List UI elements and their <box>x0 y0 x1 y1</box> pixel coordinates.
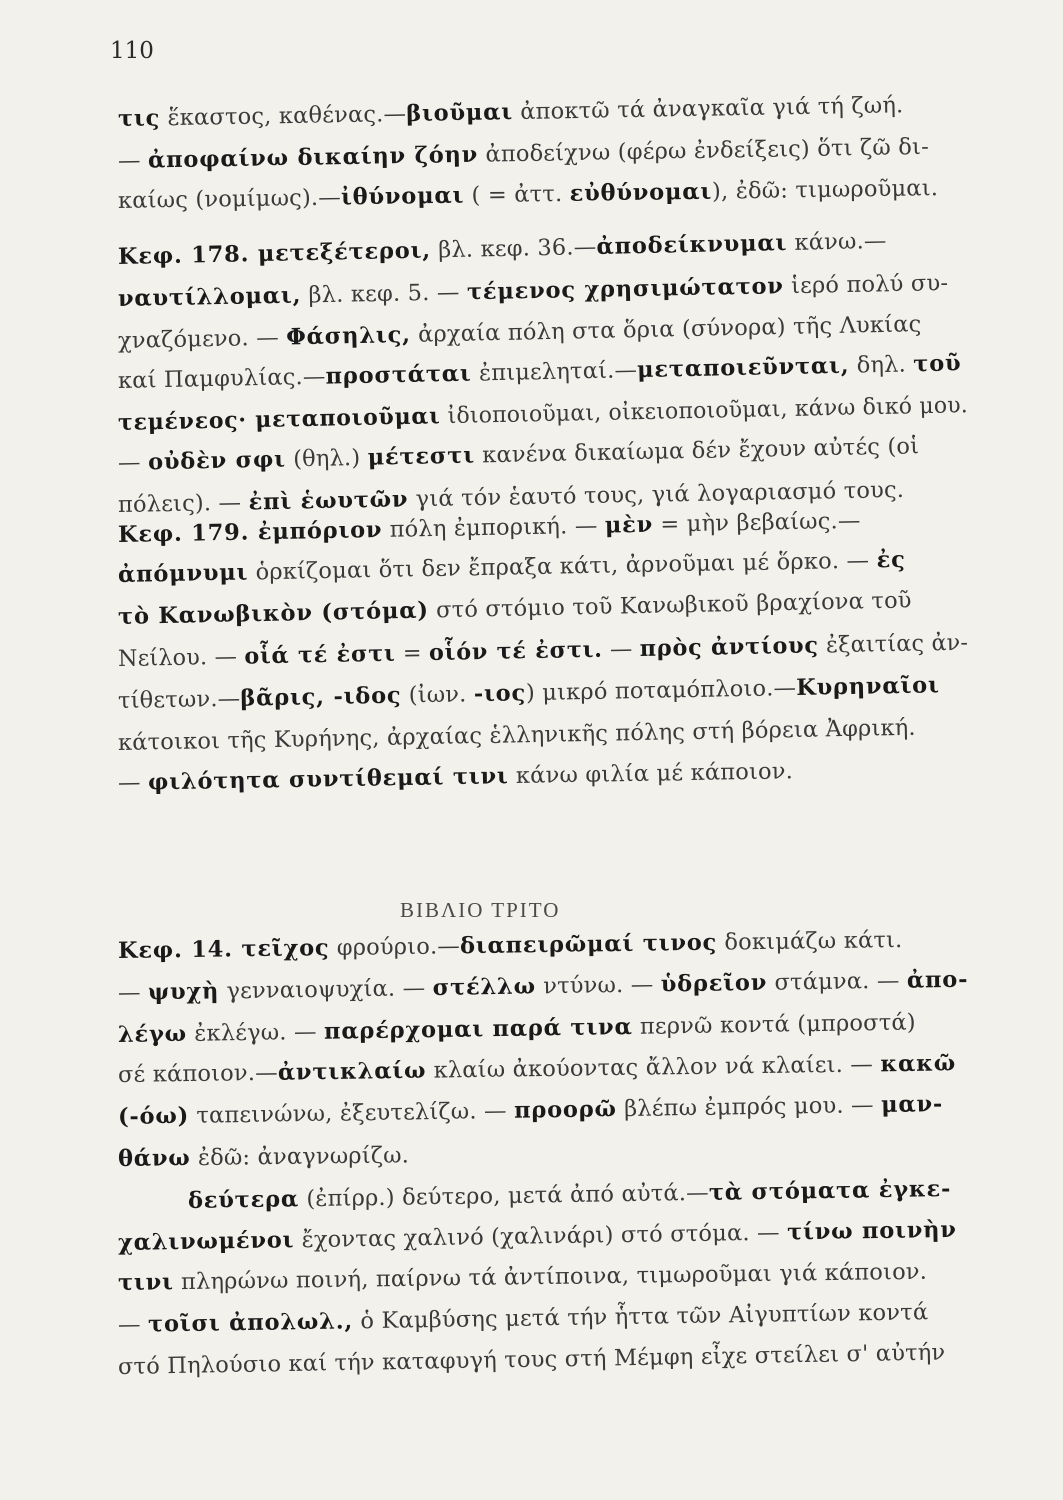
entry-term: ἀποφαίνω δικαίην ζόην <box>147 141 479 174</box>
entry-gloss: ἐκλέγω. — <box>186 1018 325 1047</box>
section2-line <box>118 312 968 352</box>
entry-gloss: στό στόμιο τοῦ Κανωβικοῦ βραχίονα τοῦ <box>428 587 912 624</box>
entry-term: βᾶρις, -ιδος <box>240 682 402 712</box>
entry-term: προορῶ <box>513 1096 617 1124</box>
entry-term: ἀπο- <box>906 966 969 994</box>
entry-gloss: (ἰων. <box>401 681 475 709</box>
entry-gloss: κάνω.— <box>786 227 887 256</box>
entry-term: Κυρηναῖοι <box>795 672 940 701</box>
entry-term: στέλλω <box>432 973 537 1002</box>
entry-gloss: περνῶ κοντά (μπροστά) <box>632 1009 916 1040</box>
entry-term: διαπειρῶμαί τινος <box>459 929 718 960</box>
entry-gloss: ) μικρό ποταμόπλοιο.— <box>525 674 797 707</box>
section4-line <box>118 928 968 962</box>
entry-term: Κεφ. 178. μετεξέτεροι, <box>117 237 432 270</box>
section4-line <box>118 1138 968 1171</box>
entry-gloss: — <box>602 635 640 663</box>
entry-gloss: ἕκαστος, καθένας.— <box>159 100 407 132</box>
entry-gloss: = μὴν βεβαίως.— <box>652 507 861 538</box>
entry-gloss: ἐξαιτίας ἀν- <box>818 629 969 659</box>
section4-line <box>118 1093 968 1129</box>
section3-line <box>118 716 968 755</box>
entry-term: Κεφ. 14. τεῖχος <box>117 935 330 964</box>
entry-gloss: πόλεις). — <box>117 489 249 518</box>
entry-term: ἐς <box>876 546 906 574</box>
entry-term: Κεφ. 179. ἐμπόριον <box>117 516 383 548</box>
entry-term: τις <box>117 105 161 132</box>
entry-term: τὰ στόματα ἐγκε- <box>708 1176 952 1206</box>
entry-gloss: κάνω φιλία μέ κάποιον. <box>508 758 794 790</box>
entry-gloss: βλέπω ἐμπρός μου. — <box>616 1092 882 1123</box>
entry-term: τοῦ <box>913 350 962 378</box>
section3-line <box>118 548 968 587</box>
entry-gloss: — <box>117 147 149 174</box>
entry-gloss: κλαίω ἀκούοντας ἄλλον νά κλαίει. — <box>426 1051 881 1084</box>
page-number: 110 <box>110 38 154 64</box>
entry-term: ἰθύνομαι <box>340 182 465 211</box>
entry-gloss: κάτοικοι τῆς Κυρήνης, ἀρχαίας ἑλληνικῆς πόλης στή βόρεια Ἀφρική. <box>117 714 917 756</box>
entry-term: τοῖσι ἀπολωλ., <box>147 1308 354 1338</box>
entry-gloss: τίθετων.— <box>117 685 241 714</box>
section4-line <box>118 1011 968 1047</box>
entry-gloss: δοκιμάζω κάτι. <box>716 927 903 956</box>
entry-term: μὲν <box>604 511 654 539</box>
section2-line <box>118 272 968 311</box>
entry-term: τίνω ποινὴν <box>786 1216 957 1246</box>
entry-gloss: καίως (νομίμως).— <box>117 184 342 214</box>
section4-line <box>118 1052 968 1086</box>
entry-term: παρέρχομαι παρά τινα <box>323 1013 633 1045</box>
entry-term: τεμένεος· μεταποιοῦμαι <box>117 403 441 436</box>
entry-gloss: ( = ἀττ. <box>463 180 570 209</box>
entry-gloss: — <box>117 449 149 476</box>
entry-term: ἀποδείκνυμαι <box>596 229 788 260</box>
entry-term: οὐδὲν σφι <box>147 446 287 476</box>
entry-gloss: σέ κάποιον.— <box>117 1059 279 1088</box>
entry-gloss: ὁρκίζομαι ὅτι δεν ἔπραξα κάτι, ἀρνοῦμαι μέ ὅρκο. — <box>247 547 877 586</box>
entry-gloss: ἀποδείχνω (φέρω ἐνδείξεις) ὅτι ζῶ δι- <box>477 133 930 168</box>
entry-gloss: ἱερό πολύ συ- <box>783 270 949 300</box>
section1-line <box>118 135 968 172</box>
entry-gloss: δηλ. <box>849 351 914 379</box>
entry-gloss: πόλη ἐμπορική. — <box>382 512 606 543</box>
entry-term: λέγω <box>117 1020 188 1048</box>
entry-term: οἷόν τέ ἐστι. <box>428 636 603 667</box>
entry-term: βιοῦμαι <box>406 99 514 127</box>
entry-term: μεταποιεῦνται, <box>636 352 850 384</box>
entry-gloss: βλ. κεφ. 5. — <box>300 279 468 309</box>
entry-term: μέτεστι <box>367 442 476 471</box>
entry-term: φιλότητα συντίθεμαί τινι <box>147 763 509 796</box>
section4-line <box>118 1301 968 1337</box>
entry-term: χαλινωμένοι <box>117 1227 295 1256</box>
entry-gloss: πληρώνω ποινή, παίρνω τά ἀντίποινα, τιμωροῦμαι γιά κάποιον. <box>173 1258 928 1296</box>
section4-line <box>118 1341 968 1378</box>
entry-gloss: χναζόμενο. — <box>117 324 287 354</box>
entry-term: οἷά τέ ἐστι <box>244 640 396 670</box>
section3-line <box>118 588 968 628</box>
section2-line <box>118 352 968 392</box>
entry-term: τινι <box>117 1269 174 1296</box>
section4-line <box>118 1260 968 1294</box>
entry-term: (-όω) <box>117 1102 190 1130</box>
entry-gloss: ἰδιοποιοῦμαι, οἰκειοποιοῦμαι, κάνω δικό μου. <box>440 392 969 430</box>
section2-line <box>118 434 968 474</box>
entry-gloss: γενναιοψυχία. — <box>218 975 433 1005</box>
entry-term: ἀντικλαίω <box>277 1057 427 1086</box>
entry-gloss: Νείλου. — <box>117 643 245 672</box>
entry-term: ψυχὴ <box>147 978 220 1006</box>
entry-gloss: — <box>117 1311 149 1338</box>
entry-gloss: ἐδῶ: ἀναγνωρίζω. <box>190 1142 410 1172</box>
entry-gloss: ἀρχαία πόλη στα ὅρια (σύνορα) τῆς Λυκίας <box>410 311 922 348</box>
entry-term: ὑδρεῖον <box>660 969 768 998</box>
entry-gloss: καί Παμφυλίας.— <box>117 363 326 394</box>
book-heading: ΒΙΒΛΙΟ ΤΡΙΤΟ <box>400 898 561 922</box>
entry-gloss: φρούριο.— <box>329 933 461 962</box>
section1-line <box>118 177 968 213</box>
section2-line <box>118 228 968 268</box>
section2-line <box>117 392 969 436</box>
entry-gloss: (θηλ.) <box>285 444 368 473</box>
entry-gloss: ἔχοντας χαλινό (χαλινάρι) στό στόμα. — <box>294 1219 788 1254</box>
entry-gloss: = <box>395 640 430 667</box>
entry-term: εὐθύνομαι <box>569 178 713 207</box>
entry-gloss: στάμνα. — <box>766 967 908 996</box>
entry-gloss: ταπεινώνω, ἐξευτελίζω. — <box>188 1097 515 1129</box>
section4-line <box>117 1216 968 1256</box>
entry-term: τέμενος χρησιμώτατον <box>466 273 784 306</box>
section4-line <box>188 1178 968 1213</box>
entry-term: Φάσηλις, <box>285 321 411 351</box>
entry-term: -ιος <box>473 680 527 708</box>
section3-line <box>118 674 968 713</box>
entry-gloss: (ἐπίρρ.) δεύτερο, μετά ἀπό αὐτά.— <box>298 1179 710 1213</box>
entry-term: πρὸς ἀντίους <box>639 632 819 662</box>
entry-gloss: ἀποκτῶ τά ἀναγκαῖα γιά τή ζωή. <box>512 92 904 126</box>
entry-gloss: βλ. κεφ. 36.— <box>430 233 597 264</box>
entry-gloss: ), ἐδῶ: τιμωροῦμαι. <box>711 175 939 205</box>
entry-gloss: γιά τόν ἑαυτό τους, γιά λογαριασμό τους. <box>408 476 905 513</box>
section1-line <box>118 93 968 130</box>
entry-term: θάνω <box>117 1145 191 1172</box>
entry-term: τὸ Κανωβικὸν (στόμα) <box>117 597 430 630</box>
entry-term: κακῶ <box>880 1050 957 1078</box>
entry-gloss: ὁ Καμβύσης μετά τήν ἧττα τῶν Αἰγυπτίων κοντά <box>352 1299 929 1335</box>
entry-gloss: — <box>117 769 149 796</box>
entry-gloss: ντύνω. — <box>535 971 661 1000</box>
section4-line <box>117 966 969 1006</box>
section3-line <box>117 629 969 672</box>
entry-term: προστάται <box>325 360 472 390</box>
section3-line <box>118 757 968 794</box>
entry-term: ναυτίλλομαι, <box>117 282 302 312</box>
entry-term: δεύτερα <box>187 1186 300 1214</box>
entry-gloss: κανένα δικαίωμα δέν ἔχουν αὐτές (οἱ <box>474 433 920 469</box>
entry-term: ἀπόμνυμι <box>117 559 249 588</box>
entry-gloss: — <box>117 979 149 1006</box>
entry-gloss: στό Πηλούσιο καί τήν καταφυγή τους στή Μέμφη εἶχε στείλει σ' αὐτήν <box>117 1339 946 1380</box>
entry-term: μαν- <box>880 1091 944 1119</box>
entry-term: ἐπὶ ἑωυτῶν <box>248 486 409 516</box>
entry-gloss: ἐπιμεληταί.— <box>471 357 638 387</box>
